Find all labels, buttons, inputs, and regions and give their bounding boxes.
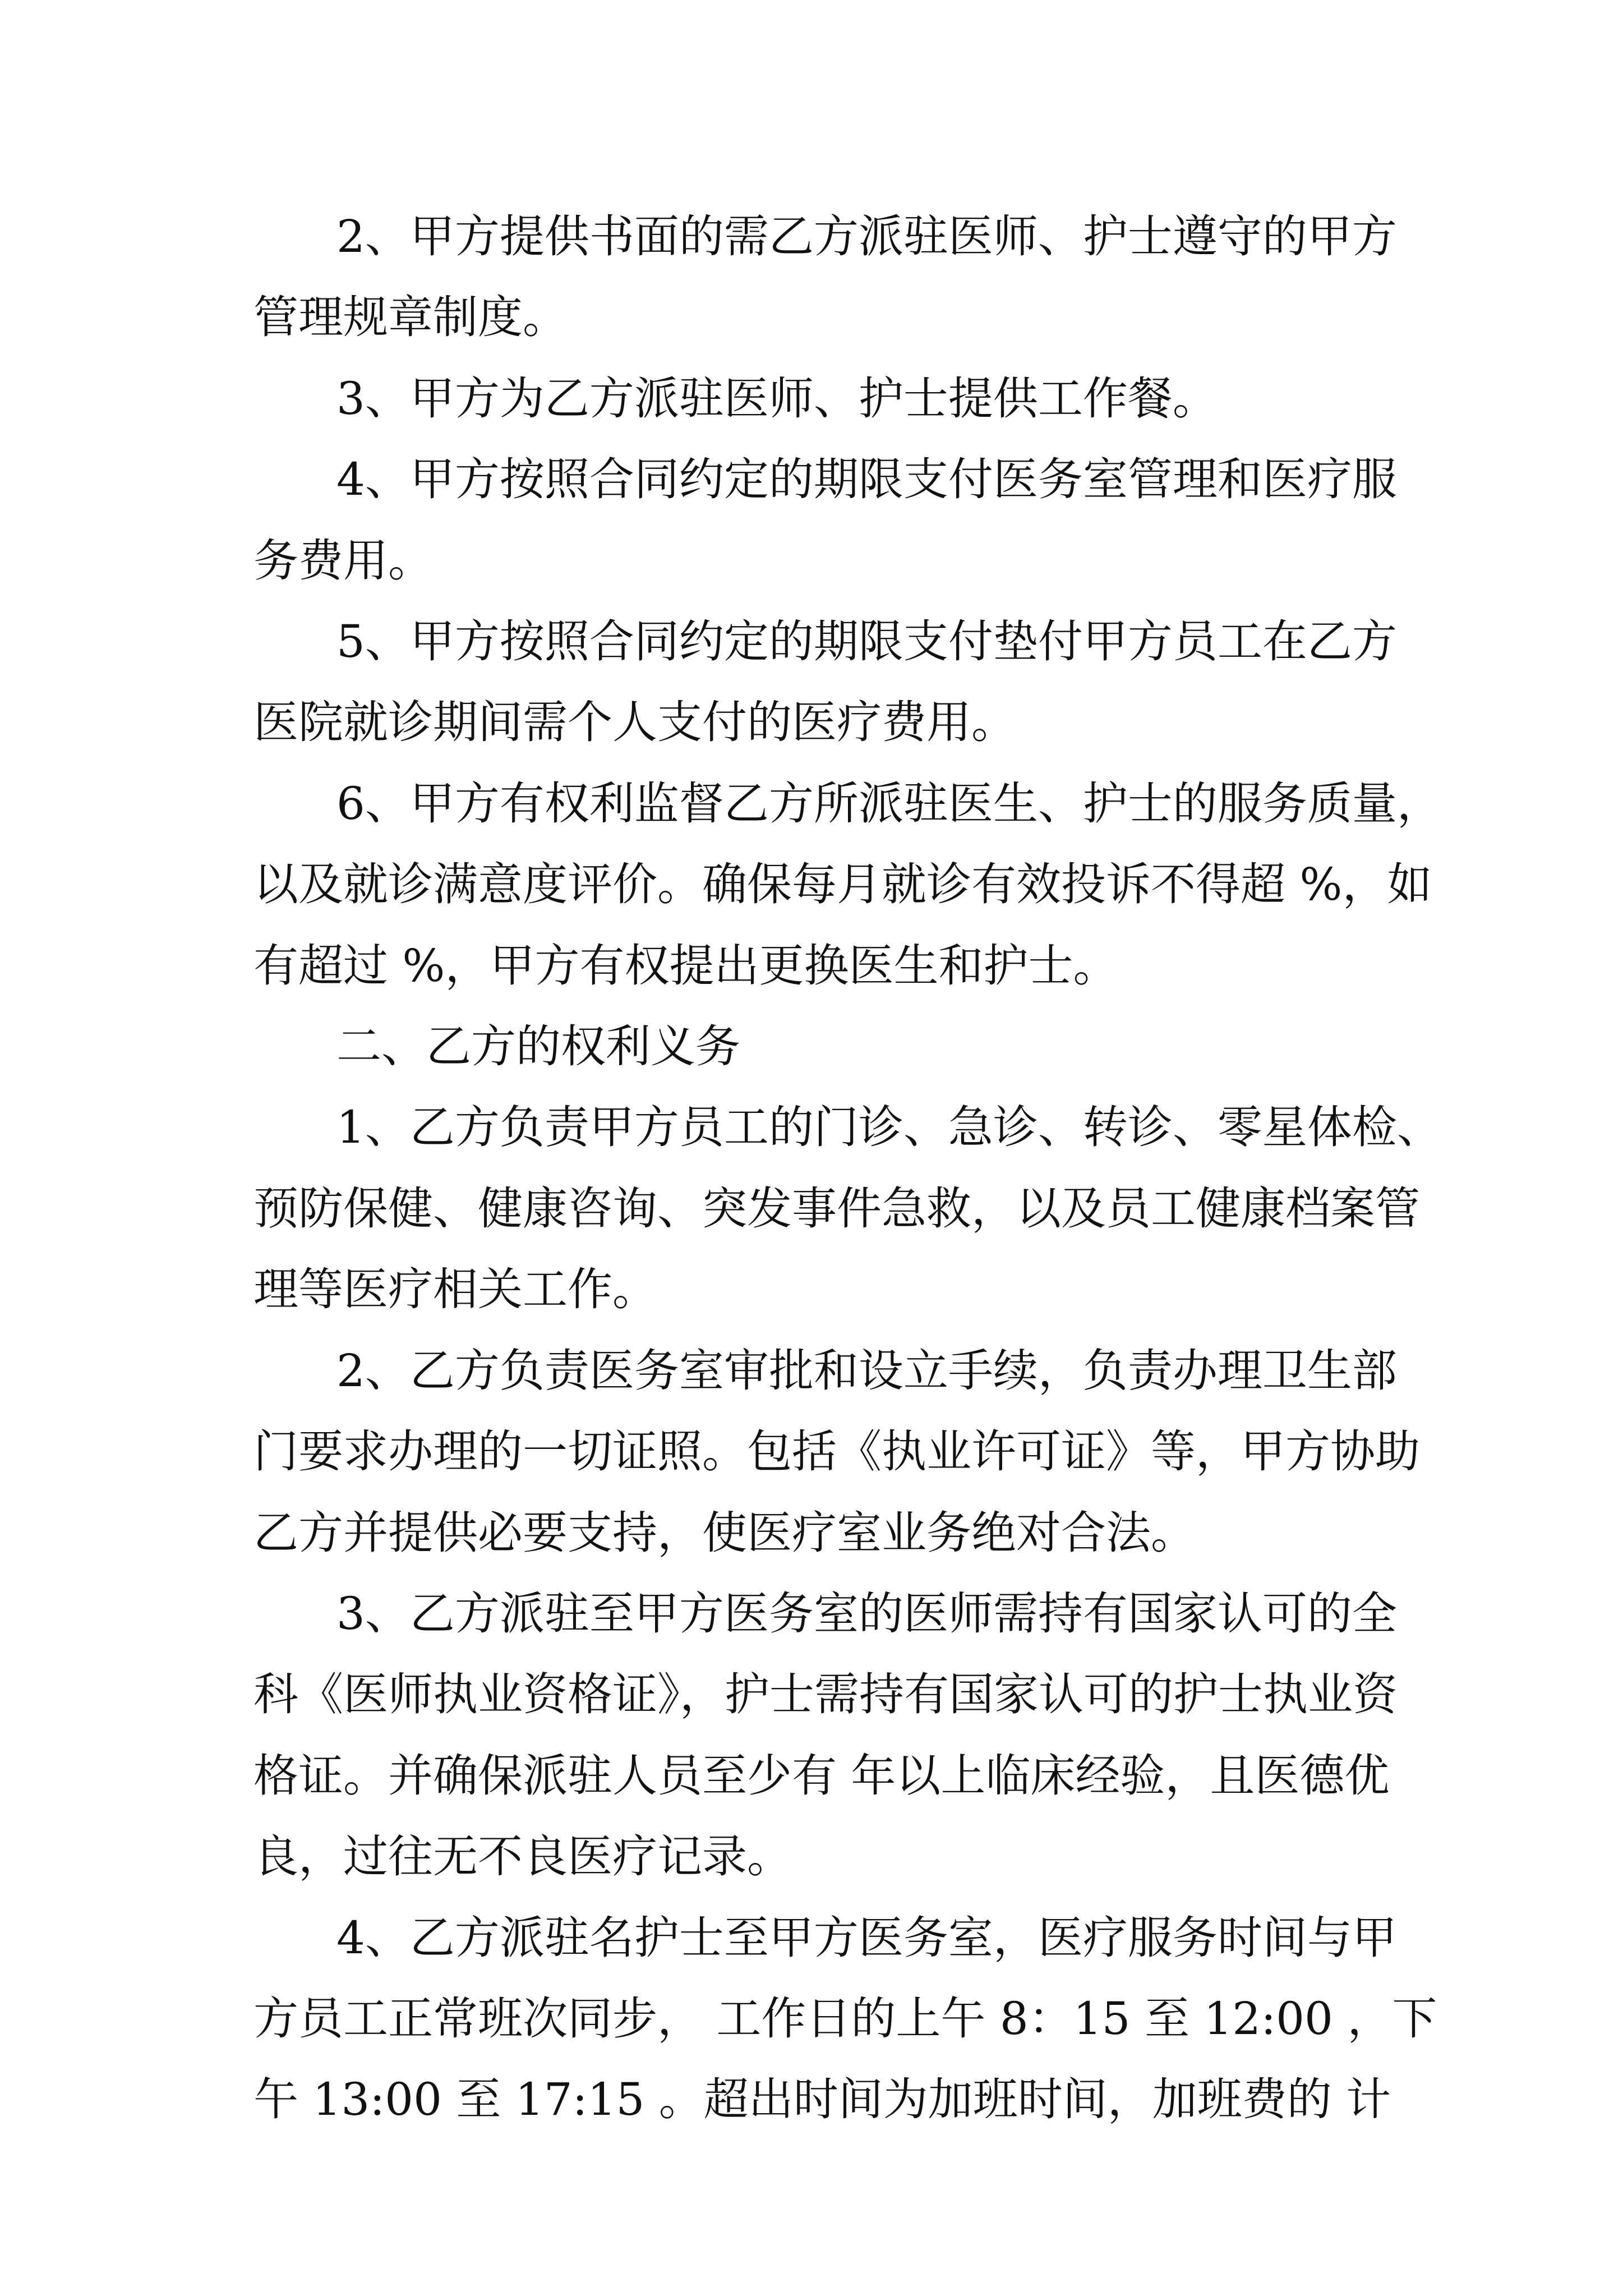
paragraph-party-a-3 bbox=[253, 358, 1381, 439]
text-line: 科《医师执业资格证》，护士需持有国家认可的护士执业资 bbox=[253, 1668, 1398, 1721]
document-page bbox=[253, 196, 1442, 2141]
text-line: 4、乙方派驻名护士至甲方医务室，医疗服务时间与甲 bbox=[336, 1911, 1397, 1964]
text-line: 5、甲方按照合同约定的期限支付垫付甲方员工在乙方 bbox=[336, 615, 1397, 668]
text-line: 方员工正常班次同步， 工作日的上午 8：15 至 12:00 ，下 bbox=[253, 1992, 1437, 2045]
text-line: 2、乙方负责医务室审批和设立手续，负责办理卫生部 bbox=[336, 1344, 1397, 1397]
text-line: 乙方并提供必要支持，使医疗室业务绝对合法。 bbox=[253, 1506, 1196, 1559]
text-line: 管理规章制度。 bbox=[253, 291, 568, 344]
text-line: 二、乙方的权利义务 bbox=[336, 1020, 740, 1073]
paragraph-party-b-4 bbox=[253, 1898, 1437, 2141]
text-line: 3、甲方为乙方派驻医师、护士提供工作餐。 bbox=[336, 372, 1218, 425]
paragraph-party-b-3 bbox=[253, 1573, 1398, 1898]
text-line: 医院就诊期间需个人支付的医疗费用。 bbox=[253, 696, 1016, 749]
text-line: 门要求办理的一切证照。包括《执业许可证》等，甲方协助 bbox=[253, 1425, 1420, 1478]
text-line: 务费用。 bbox=[253, 534, 433, 587]
text-line: 午 13:00 至 17:15 。超出时间为加班时间，加班费的 计 bbox=[253, 2073, 1391, 2126]
paragraph-party-b-2 bbox=[253, 1331, 1420, 1573]
text-line: 理等医疗相关工作。 bbox=[253, 1263, 657, 1316]
text-line: 良，过往无不良医疗记录。 bbox=[253, 1830, 792, 1883]
text-line: 1、乙方负责甲方员工的门诊、急诊、转诊、零星体检、 bbox=[336, 1101, 1442, 1154]
section-heading-party-b bbox=[253, 1006, 1381, 1087]
text-line: 6、甲方有权利监督乙方所派驻医生、护士的服务质量， bbox=[336, 777, 1442, 830]
text-line: 有超过 %，甲方有权提出更换医生和护士。 bbox=[253, 939, 1118, 992]
text-line: 以及就诊满意度评价。确保每月就诊有效投诉不得超 %，如 bbox=[253, 858, 1432, 911]
text-line: 3、乙方派驻至甲方医务室的医师需持有国家认可的全 bbox=[336, 1587, 1397, 1640]
paragraph-party-a-2 bbox=[253, 196, 1397, 358]
paragraph-party-a-6 bbox=[253, 763, 1442, 1006]
text-line: 格证。并确保派驻人员至少有 年以上临床经验，且医德优 bbox=[253, 1749, 1390, 1802]
text-line: 4、甲方按照合同约定的期限支付医务室管理和医疗服 bbox=[336, 453, 1397, 506]
paragraph-party-a-5 bbox=[253, 601, 1397, 763]
paragraph-party-b-1 bbox=[253, 1087, 1442, 1330]
text-line: 预防保健、健康咨询、突发事件急救，以及员工健康档案管 bbox=[253, 1182, 1420, 1235]
paragraph-party-a-4 bbox=[253, 439, 1397, 601]
text-line: 2、甲方提供书面的需乙方派驻医师、护士遵守的甲方 bbox=[336, 210, 1397, 263]
